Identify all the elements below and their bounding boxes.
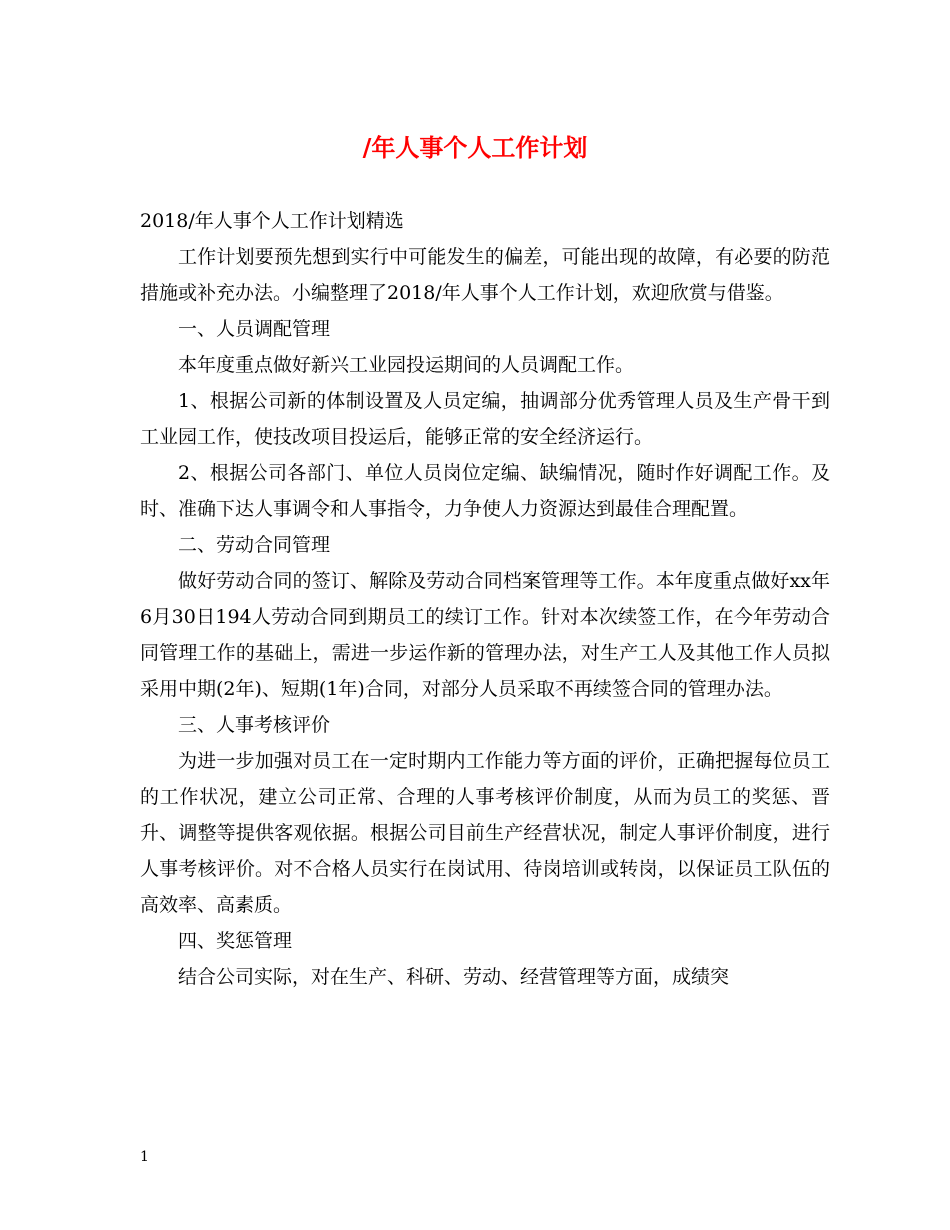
paragraph: 结合公司实际，对在生产、科研、劳动、经营管理等方面，成绩突 <box>178 966 730 988</box>
paragraph: 做好劳动合同的签订、解除及劳动合同档案管理等工作。本年度重点做好xx年6月30日194人劳动合同到期员工的续订工作。针对本次续签工作，在今年劳动合同管理工作的基础上，需进一步运作新的管理办法，对生产工人及其他工作人员拟采用中期(2年)、短期(1年)合同，对部分人员采取不再续签合同的管理办法。 <box>140 570 830 700</box>
paragraph: 1、根据公司新的体制设置及人员定编，抽调部分优秀管理人员及生产骨干到工业园工作，使技改项目投运后，能够正常的安全经济运行。 <box>140 390 830 448</box>
paragraph: 本年度重点做好新兴工业园投运期间的人员调配工作。 <box>178 354 635 376</box>
section-heading: 三、人事考核评价 <box>178 714 331 736</box>
document-title: /年人事个人工作计划 <box>362 133 588 162</box>
page-number: 1 <box>140 1149 149 1165</box>
document-body <box>140 203 830 995</box>
section-heading: 二、劳动合同管理 <box>178 534 331 556</box>
section-heading: 四、奖惩管理 <box>178 930 293 952</box>
paragraph: 2018/年人事个人工作计划精选 <box>140 210 404 232</box>
paragraph: 2、根据公司各部门、单位人员岗位定编、缺编情况，随时作好调配工作。及时、准确下达人事调令和人事指令，力争使人力资源达到最佳合理配置。 <box>140 462 830 520</box>
section-heading: 一、人员调配管理 <box>178 318 331 340</box>
paragraph: 工作计划要预先想到实行中可能发生的偏差，可能出现的故障，有必要的防范措施或补充办法。小编整理了2018/年人事个人工作计划，欢迎欣赏与借鉴。 <box>140 246 830 304</box>
paragraph: 为进一步加强对员工在一定时期内工作能力等方面的评价，正确把握每位员工的工作状况，建立公司正常、合理的人事考核评价制度，从而为员工的奖惩、晋升、调整等提供客观依据。根据公司目前生产经营状况，制定人事评价制度，进行人事考核评价。对不合格人员实行在岗试用、待岗培训或转岗，以保证员工队伍的高效率、高素质。 <box>140 750 830 916</box>
